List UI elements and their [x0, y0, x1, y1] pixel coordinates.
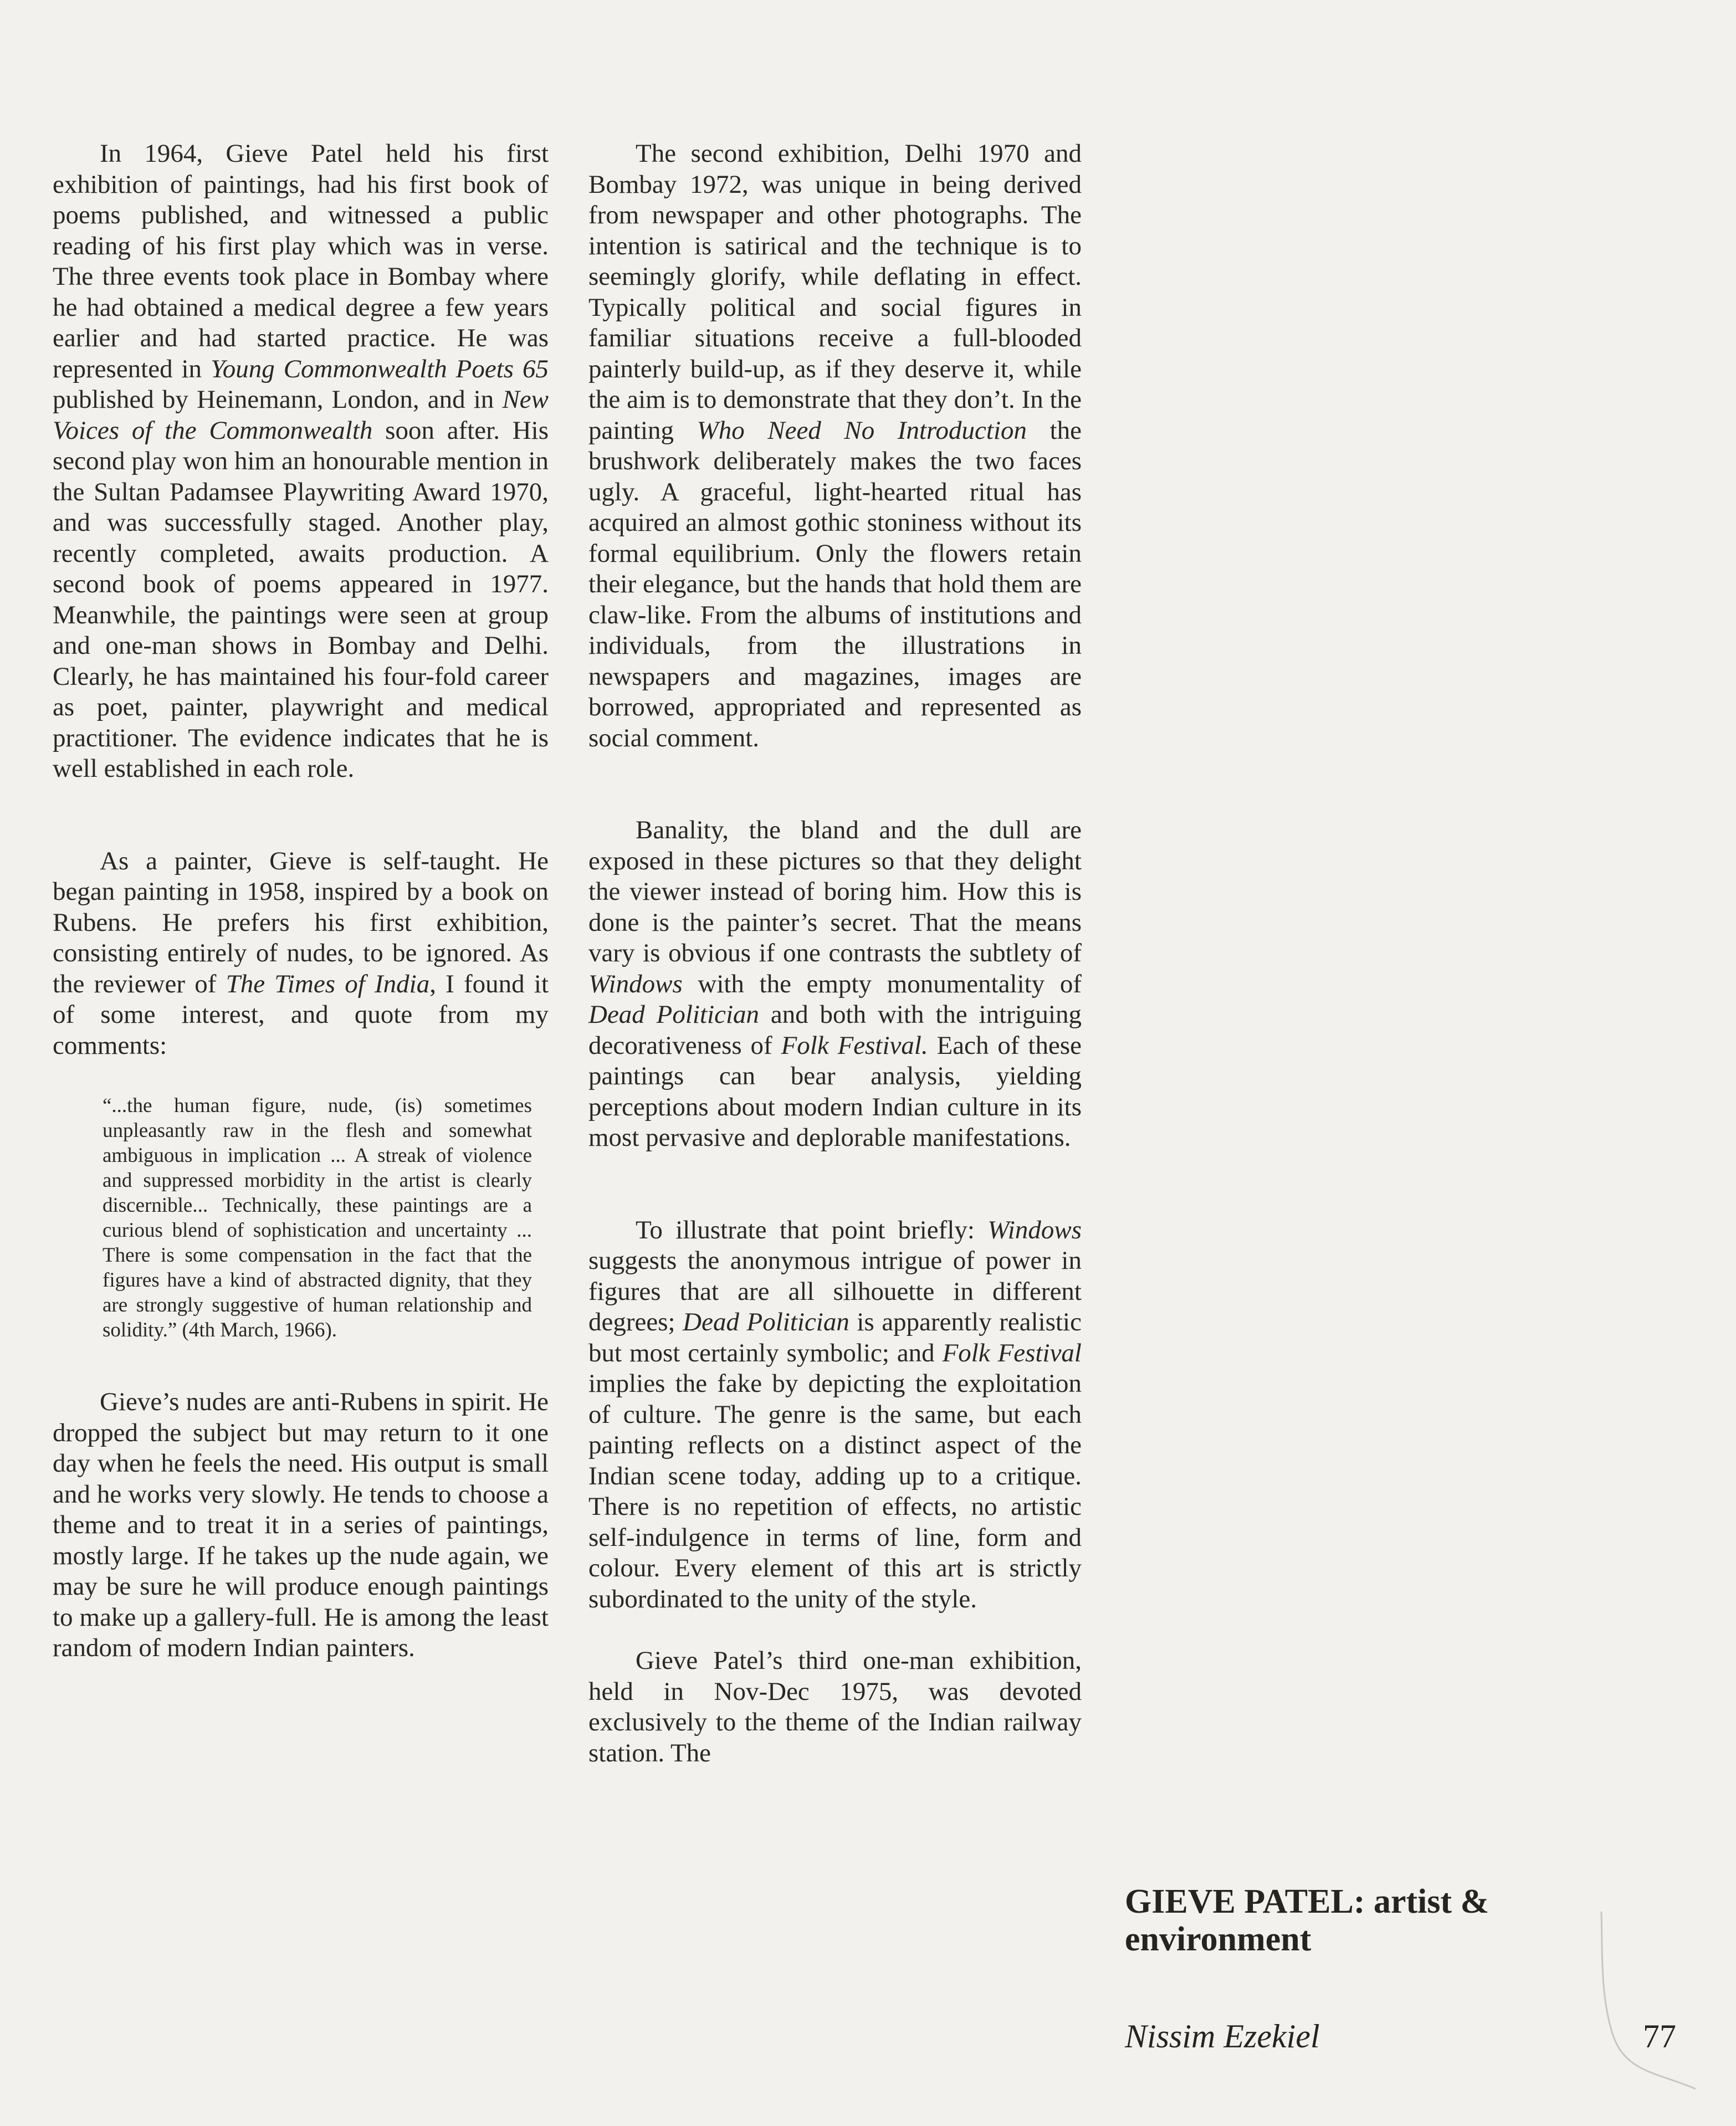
- book-title: Young Commonwealth Poets 65: [210, 354, 549, 383]
- pencil-mark-decoration: [1596, 1906, 1701, 2094]
- left-paragraph-3: Gieve’s nudes are anti-Rubens in spirit. He dropped the subject but may return to it one day when he feels the need. His output is small and he works very slowly. He tends to choose a theme and to treat it in a series of paintings, mostly large. If he takes up the nude again, we may be sure he will produce enough paintings to make up a gallery-full. He is among the least random of modern Indian painters.: [53, 1387, 549, 1662]
- newspaper-title: The Times of India: [226, 969, 430, 998]
- page-number: 77: [1643, 2018, 1676, 2055]
- left-paragraph-2: [53, 846, 549, 1062]
- text-run: Banality, the bland and the dull are exposed in these pictures so that they delight the viewer instead of boring him. How this is done is the painter’s secret. That the means vary is obvious if one contrasts the subtlety of: [588, 816, 1082, 967]
- painting-title: Windows: [588, 969, 683, 998]
- text-run: the brushwork deliberately makes the two faces ugly. A graceful, light-hearted ritual has acquired an almost gothic stoniness without its formal equilibrium. Only the flowers retain their elegance, but the hands that hold them are claw-like. From the albums of institutions and individuals, from the illustrations in newspapers and magazines, images are borrowed, appropriated and represented as social comment.: [588, 416, 1082, 752]
- text-run: To illustrate that point briefly:: [636, 1215, 988, 1244]
- text-run: is apparently realistic but most certainly symbolic; and: [588, 1308, 1082, 1367]
- middle-paragraph-3: [588, 1215, 1082, 1615]
- painting-title: Dead Politician: [588, 1000, 760, 1029]
- middle-paragraph-2: [588, 815, 1082, 1154]
- text-run: soon after. His second play won him an honourable mention in the Sultan Padamsee Playwriting Award 1970, and was successfully staged. Another play, recently completed, awaits production. A second book of poems appeared in 1977. Meanwhile, the paintings were seen at group and one-man shows in Bombay and Delhi. Clearly, he has maintained his four-fold career as poet, painter, playwright and medical practitioner. The evidence indicates that he is well established in each role.: [53, 416, 549, 783]
- block-quote: “...the human figure, nude, (is) sometimes unpleasantly raw in the flesh and somewhat ambiguous in implication ... A streak of violence and suppressed morbidity in the artist is clearly discernible... Technically, these paintings are a curious blend of sophistication and uncertainty ... There is some compensation in the fact that the figures have a kind of abstracted dignity, that they are strongly suggestive of human relationship and solidity.” (4th March, 1966).: [103, 1094, 532, 1341]
- text-run: Each of these paintings can bear analysis, yielding perceptions about modern Indian culture in its most pervasive and deplorable manifestations.: [588, 1031, 1082, 1152]
- text-run: In 1964, Gieve Patel held his first exhibition of paintings, had his first book of poems published, and witnessed a public reading of his first play which was in verse. The three events took place in Bombay where he had obtained a medical degree a few years earlier and had started practice. He was represented in: [53, 139, 549, 383]
- painting-title: Dead Politician: [683, 1308, 849, 1336]
- left-column: [53, 139, 549, 1664]
- text-run: As a painter, Gieve is self-taught. He began painting in 1958, inspired by a book on Rubens. He prefers his first exhibition, consisting entirely of nudes, to be ignored. As the reviewer of: [53, 846, 549, 998]
- left-paragraph-1: [53, 139, 549, 785]
- painting-title: Folk Festival: [942, 1338, 1082, 1367]
- middle-paragraph-1: [588, 139, 1082, 754]
- spacer: [588, 1615, 1082, 1646]
- article-author: Nissim Ezekiel: [1125, 2018, 1320, 2055]
- spacer: [588, 754, 1082, 815]
- spacer: [53, 1343, 549, 1387]
- spacer: [53, 785, 549, 846]
- text-run: suggests the anonymous intrigue of power in figures that are all silhouette in different degrees;: [588, 1246, 1082, 1336]
- text-run: , I found it of some interest, and quote from my comments:: [53, 969, 549, 1060]
- spacer: [588, 1154, 1082, 1215]
- painting-title: Who Need No Introduction: [697, 416, 1027, 445]
- middle-column: [588, 139, 1082, 1769]
- text-run: published by Heinemann, London, and in: [53, 385, 503, 414]
- middle-paragraph-4: Gieve Patel’s third one-man exhibition, held in Nov-Dec 1975, was devoted exclusively to the theme of the Indian railway station. The: [588, 1646, 1082, 1768]
- article-title: GIEVE PATEL: artist & environment: [1125, 1883, 1489, 1958]
- text-run: and both with the intriguing decorativeness of: [588, 1000, 1082, 1060]
- text-run: with the empty monumentality of: [682, 969, 1082, 998]
- text-run: The second exhibition, Delhi 1970 and Bombay 1972, was unique in being derived from newspaper and other photographs. The intention is satirical and the technique is to seemingly glorify, while deflating in effect. Typically political and social figures in familiar situations receive a full-blooded painterly build-up, as if they deserve it, while the aim is to demonstrate that they don’t. In the painting: [588, 139, 1082, 445]
- painting-title: Windows: [987, 1215, 1082, 1244]
- book-title: New Voices of the Commonwealth: [53, 385, 549, 445]
- painting-title: Folk Festival.: [781, 1031, 928, 1060]
- text-run: implies the fake by depicting the exploitation of culture. The genre is the same, but each painting reflects on a distinct aspect of the Indian scene today, adding up to a critique. There is no repetition of effects, no artistic self-indulgence in terms of line, form and colour. Every element of this art is strictly subordinated to the unity of the style.: [588, 1369, 1082, 1613]
